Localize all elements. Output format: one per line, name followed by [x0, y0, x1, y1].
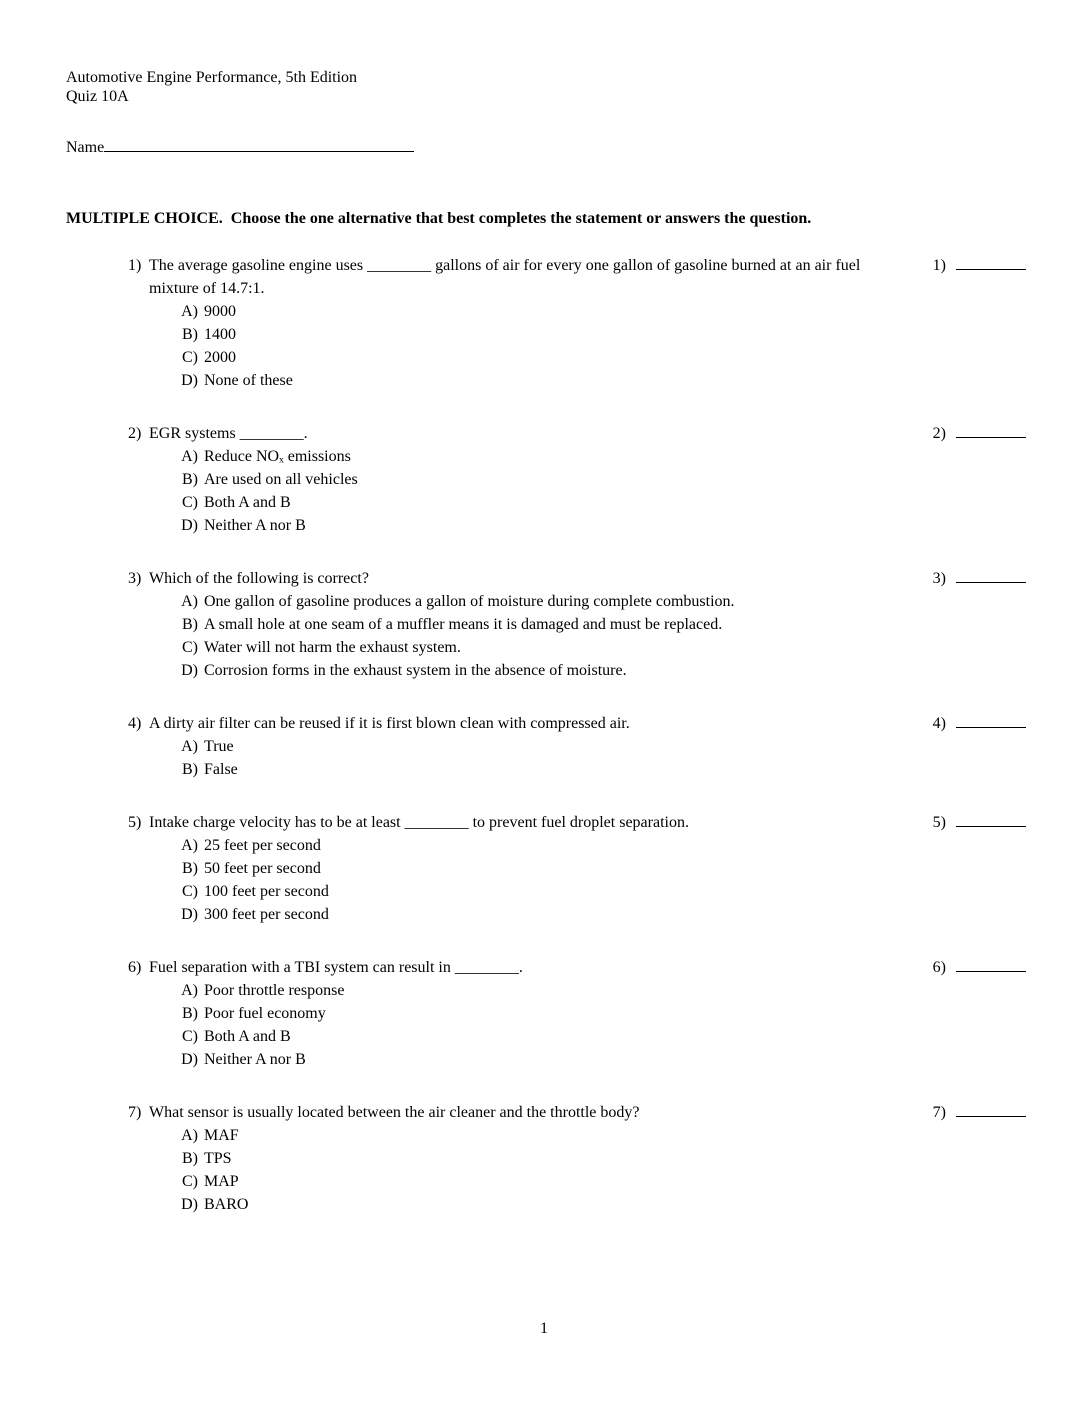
choice-text: Poor fuel economy [204, 1005, 326, 1022]
question-block [128, 712, 1026, 781]
choices [176, 979, 523, 1071]
choice-text: Both A and B [204, 1028, 291, 1045]
choice-letter: A) [181, 837, 198, 854]
choice-letter: B) [182, 1005, 198, 1022]
answer-number: 3) [932, 570, 946, 587]
choice-row [176, 1170, 639, 1193]
choice-row [176, 468, 358, 491]
choice-row [176, 1193, 639, 1216]
choices [176, 834, 689, 926]
question-body [149, 567, 735, 682]
question-body [149, 254, 894, 392]
answer-blank[interactable] [956, 422, 1026, 438]
answer-number: 5) [932, 814, 946, 831]
question-number: 6) [128, 959, 142, 976]
choices [176, 590, 735, 682]
choice-text: 50 feet per second [204, 860, 321, 877]
choice-text: Neither A nor B [204, 517, 306, 534]
question-number: 1) [128, 257, 142, 274]
choice-letter: A) [181, 303, 198, 320]
choice-text: MAF [204, 1127, 239, 1144]
question-number: 4) [128, 715, 142, 732]
choice-letter: A) [181, 1127, 198, 1144]
choice-row [176, 659, 735, 682]
question-block [128, 254, 1026, 392]
choice-letter: D) [181, 906, 198, 923]
answer-slot [924, 422, 1026, 445]
question-text: What sensor is usually located between the air cleaner and the throttle body? [149, 1104, 640, 1121]
choices [176, 300, 894, 392]
choice-row [176, 300, 894, 323]
answer-slot [924, 956, 1026, 979]
answer-number: 6) [932, 959, 946, 976]
questions-list [128, 254, 1026, 1216]
choice-letter: C) [182, 494, 198, 511]
question-main [128, 254, 908, 392]
question-body [149, 1101, 639, 1216]
choice-text: False [204, 761, 238, 778]
choice-text: BARO [204, 1196, 249, 1213]
choices [176, 1124, 639, 1216]
choice-row [176, 369, 894, 392]
choice-text: TPS [204, 1150, 232, 1167]
choice-letter: B) [182, 860, 198, 877]
choice-letter: C) [182, 1028, 198, 1045]
question-block [128, 1101, 1026, 1216]
answer-slot [924, 712, 1026, 735]
choice-text: Poor throttle response [204, 982, 345, 999]
choice-text: True [204, 738, 234, 755]
choice-letter: C) [182, 1173, 198, 1190]
choice-row [176, 1048, 523, 1071]
question-main [128, 712, 908, 781]
choice-text: A small hole at one seam of a muffler means it is damaged and must be replaced. [204, 616, 723, 633]
question-block [128, 422, 1026, 537]
name-blank[interactable] [104, 136, 414, 152]
answer-slot [924, 811, 1026, 834]
choice-row [176, 834, 689, 857]
choices [176, 445, 358, 537]
choice-row [176, 857, 689, 880]
choice-letter: A) [181, 448, 198, 465]
name-row [66, 136, 1026, 159]
question-main [128, 422, 908, 537]
answer-number: 1) [932, 257, 946, 274]
choice-text: Reduce NOₓ emissions [204, 448, 351, 465]
question-body [149, 956, 523, 1071]
answer-number: 7) [932, 1104, 946, 1121]
question-number: 5) [128, 814, 142, 831]
choice-text: 9000 [204, 303, 236, 320]
question-text: Which of the following is correct? [149, 570, 369, 587]
choice-letter: B) [182, 471, 198, 488]
answer-blank[interactable] [956, 811, 1026, 827]
choice-row [176, 1025, 523, 1048]
choice-row [176, 1124, 639, 1147]
choice-row [176, 346, 894, 369]
question-number: 2) [128, 425, 142, 442]
choice-text: 100 feet per second [204, 883, 329, 900]
choice-row [176, 903, 689, 926]
choice-letter: C) [182, 883, 198, 900]
choice-row [176, 979, 523, 1002]
choice-text: 1400 [204, 326, 236, 343]
choice-row [176, 735, 630, 758]
choice-letter: B) [182, 1150, 198, 1167]
answer-blank[interactable] [956, 567, 1026, 583]
document-header [66, 68, 1026, 106]
quiz-title: Quiz 10A [66, 88, 129, 105]
choice-text: Neither A nor B [204, 1051, 306, 1068]
choices [176, 735, 630, 781]
question-text: The average gasoline engine uses ________ gallons of air for every one gallon of gasoline burned at an air fuel mixture of 14.7:1. [149, 257, 865, 297]
question-number: 7) [128, 1104, 142, 1121]
choice-row [176, 1147, 639, 1170]
book-title: Automotive Engine Performance, 5th Edition [66, 69, 358, 86]
choice-row [176, 636, 735, 659]
choice-text: None of these [204, 372, 293, 389]
answer-blank[interactable] [956, 254, 1026, 270]
question-body [149, 811, 689, 926]
choice-row [176, 613, 735, 636]
choice-letter: B) [182, 326, 198, 343]
answer-blank[interactable] [956, 1101, 1026, 1117]
choice-row [176, 491, 358, 514]
choice-letter: D) [181, 662, 198, 679]
answer-slot [924, 1101, 1026, 1124]
question-body [149, 712, 630, 781]
question-body [149, 422, 358, 537]
choice-letter: D) [181, 1196, 198, 1213]
choice-row [176, 590, 735, 613]
choice-text: 300 feet per second [204, 906, 329, 923]
question-text: Fuel separation with a TBI system can result in ________. [149, 959, 523, 976]
question-text: A dirty air filter can be reused if it is first blown clean with compressed air. [149, 715, 630, 732]
answer-slot [924, 254, 1026, 277]
section-heading: MULTIPLE CHOICE. Choose the one alternative that best completes the statement or answers the question. [66, 210, 812, 227]
answer-blank[interactable] [956, 712, 1026, 728]
choice-letter: A) [181, 982, 198, 999]
choice-letter: C) [182, 639, 198, 656]
page-number: 1 [540, 1320, 548, 1337]
answer-slot [924, 567, 1026, 590]
choice-letter: D) [181, 517, 198, 534]
choice-row [176, 758, 630, 781]
choice-letter: A) [181, 593, 198, 610]
choice-text: Water will not harm the exhaust system. [204, 639, 461, 656]
answer-blank[interactable] [956, 956, 1026, 972]
question-text: Intake charge velocity has to be at least ________ to prevent fuel droplet separation. [149, 814, 689, 831]
choice-row [176, 323, 894, 346]
question-main [128, 567, 908, 682]
question-number: 3) [128, 570, 142, 587]
question-block [128, 956, 1026, 1071]
choice-letter: C) [182, 349, 198, 366]
choice-text: Both A and B [204, 494, 291, 511]
question-main [128, 811, 908, 926]
choice-text: 25 feet per second [204, 837, 321, 854]
name-label: Name [66, 139, 105, 156]
choice-letter: B) [182, 616, 198, 633]
choice-letter: B) [182, 761, 198, 778]
choice-text: Corrosion forms in the exhaust system in the absence of moisture. [204, 662, 627, 679]
choice-text: One gallon of gasoline produces a gallon of moisture during complete combustion. [204, 593, 735, 610]
question-text: EGR systems ________. [149, 425, 308, 442]
question-block [128, 811, 1026, 926]
choice-letter: A) [181, 738, 198, 755]
choice-row [176, 514, 358, 537]
choice-row [176, 445, 358, 468]
choice-text: MAP [204, 1173, 239, 1190]
choice-text: 2000 [204, 349, 236, 366]
answer-number: 4) [932, 715, 946, 732]
choice-row [176, 880, 689, 903]
question-main [128, 1101, 908, 1216]
question-block [128, 567, 1026, 682]
answer-number: 2) [932, 425, 946, 442]
choice-letter: D) [181, 372, 198, 389]
choice-letter: D) [181, 1051, 198, 1068]
choice-row [176, 1002, 523, 1025]
choice-text: Are used on all vehicles [204, 471, 358, 488]
question-main [128, 956, 908, 1071]
